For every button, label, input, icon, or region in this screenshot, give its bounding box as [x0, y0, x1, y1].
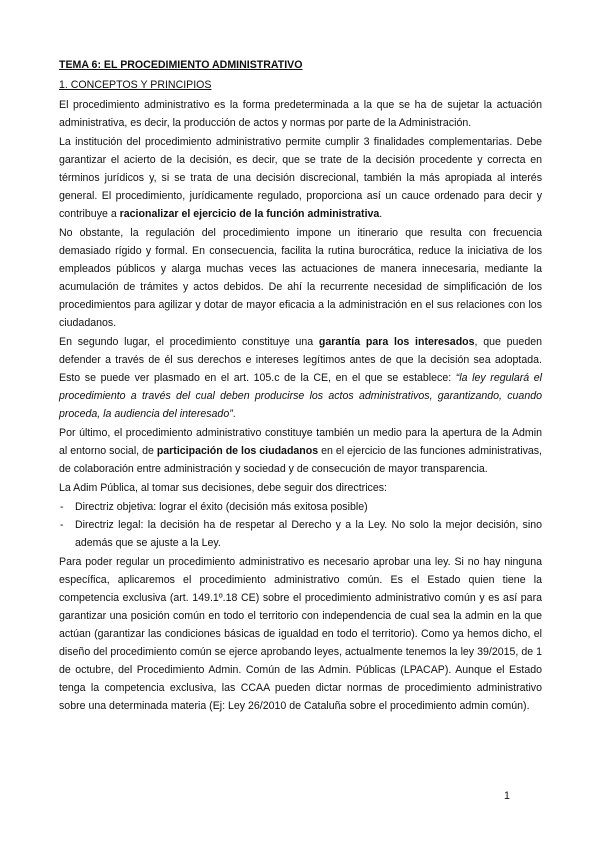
paragraph-participacion	[59, 424, 542, 478]
text-span: La institución del procedimiento administrativo permite cumplir 3 finalidades complementarias. Debe garantizar el acierto de la decisión, es decir, que se trate de la decisión procedente y correcta en términos jurídicos y, si se trata de una decisión discrecional, también la más apropiada al interés general. El procedimiento, jurídicamente regulado, proporciona así un cauce ordenado para decir y contribuye a	[59, 136, 542, 220]
paragraph-finalidades	[59, 133, 542, 223]
document-page	[59, 56, 542, 716]
italic-quote: “la ley regulará el procedimiento a través del cual deben producirse los actos administrativos, garantizando, cuando proceda, la audiencia del interesado”	[59, 372, 543, 420]
paragraph-definition: El procedimiento administrativo es la forma predeterminada a la que se ha de sujetar la actuación administrativa, es decir, la producción de actos y normas por parte de la Administración.	[59, 99, 542, 129]
text-span: .	[379, 208, 383, 220]
section-heading: 1. CONCEPTOS Y PRINCIPIOS	[59, 79, 212, 91]
paragraph-garantia	[59, 333, 542, 423]
bold-span: racionalizar el ejercicio de la función administrativa	[119, 208, 380, 220]
text-span: En segundo lugar, el procedimiento constituye una	[59, 336, 319, 348]
text-span: , que pueden defender a través de él sus derechos e intereses legítimos antes de que la decisión sea adoptada. Esto se puede ver plasmado en el art. 105.c de la CE, en el que se establece:	[59, 336, 542, 384]
list-item: - Directriz legal: la decisión ha de respetar al Derecho y a la Ley. No solo la mejor decisión, sino además que se ajuste a la Ley.	[59, 516, 542, 552]
bold-span: garantía para los interesados	[318, 336, 475, 348]
directrices-list	[59, 498, 542, 552]
paragraph-competencia: Para poder regular un procedimiento administrativo es necesario aprobar una ley. Si no hay ninguna específica, aplicaremos el procedimiento administrativo común. Es el Estado quien tiene la competencia exclusiva (art. 149.1º.18 CE) sobre el procedimiento administrativo común y es así para garantizar una posición común en todo el territorio con independencia de cual sea la admin en la que actúan (garantizar las condiciones básicas de igualdad en todo el territorio). Como ya hemos dicho, el diseño del procedimiento común se ejerce aprobando leyes, actualmente tenemos la ley 39/2015, de 1 de octubre, del Procedimiento Admin. Común de las Admin. Públicas (LPACAP). Aunque el Estado tenga la competencia exclusiva, las CCAA pueden dictar normas de procedimiento administrativo sobre una determinada materia (Ej: Ley 26/2010 de Cataluña sobre el procedimiento admin común).	[59, 556, 542, 712]
text-span: en el ejercicio de las funciones administrativas, de colaboración entre administración y sociedad y de consecución de mayor transparencia.	[59, 445, 542, 475]
page-number: 1	[504, 790, 510, 802]
text-span: .	[232, 408, 236, 420]
paragraph-directrices: La Adim Pública, al tomar sus decisiones, debe seguir dos directrices:	[59, 482, 387, 494]
text-span: Por último, el procedimiento administrativo constituye también un medio para la apertura de la Admin al entorno social, de	[59, 427, 542, 457]
paragraph-no-obstante: No obstante, la regulación del procedimiento impone un itinerario que resulta con frecuencia demasiado rígido y formal. En consecuencia, facilita la rutina burocrática, reduce la iniciativa de los empleados públicos y alarga muchas veces las actuaciones de manera innecesaria, mediante la acumulación de trámites y actos debidos. De ahí la recurrente necesidad de simplificación de los procedimientos para agilizar y dotar de mayor eficacia a la administración en el sus relaciones con los ciudadanos.	[59, 227, 542, 329]
document-title: TEMA 6: EL PROCEDIMIENTO ADMINISTRATIVO	[59, 59, 303, 71]
bold-span: participación de los ciudadanos	[156, 445, 319, 457]
list-item: - Directriz objetiva: lograr el éxito (decisión más exitosa posible)	[59, 498, 542, 516]
